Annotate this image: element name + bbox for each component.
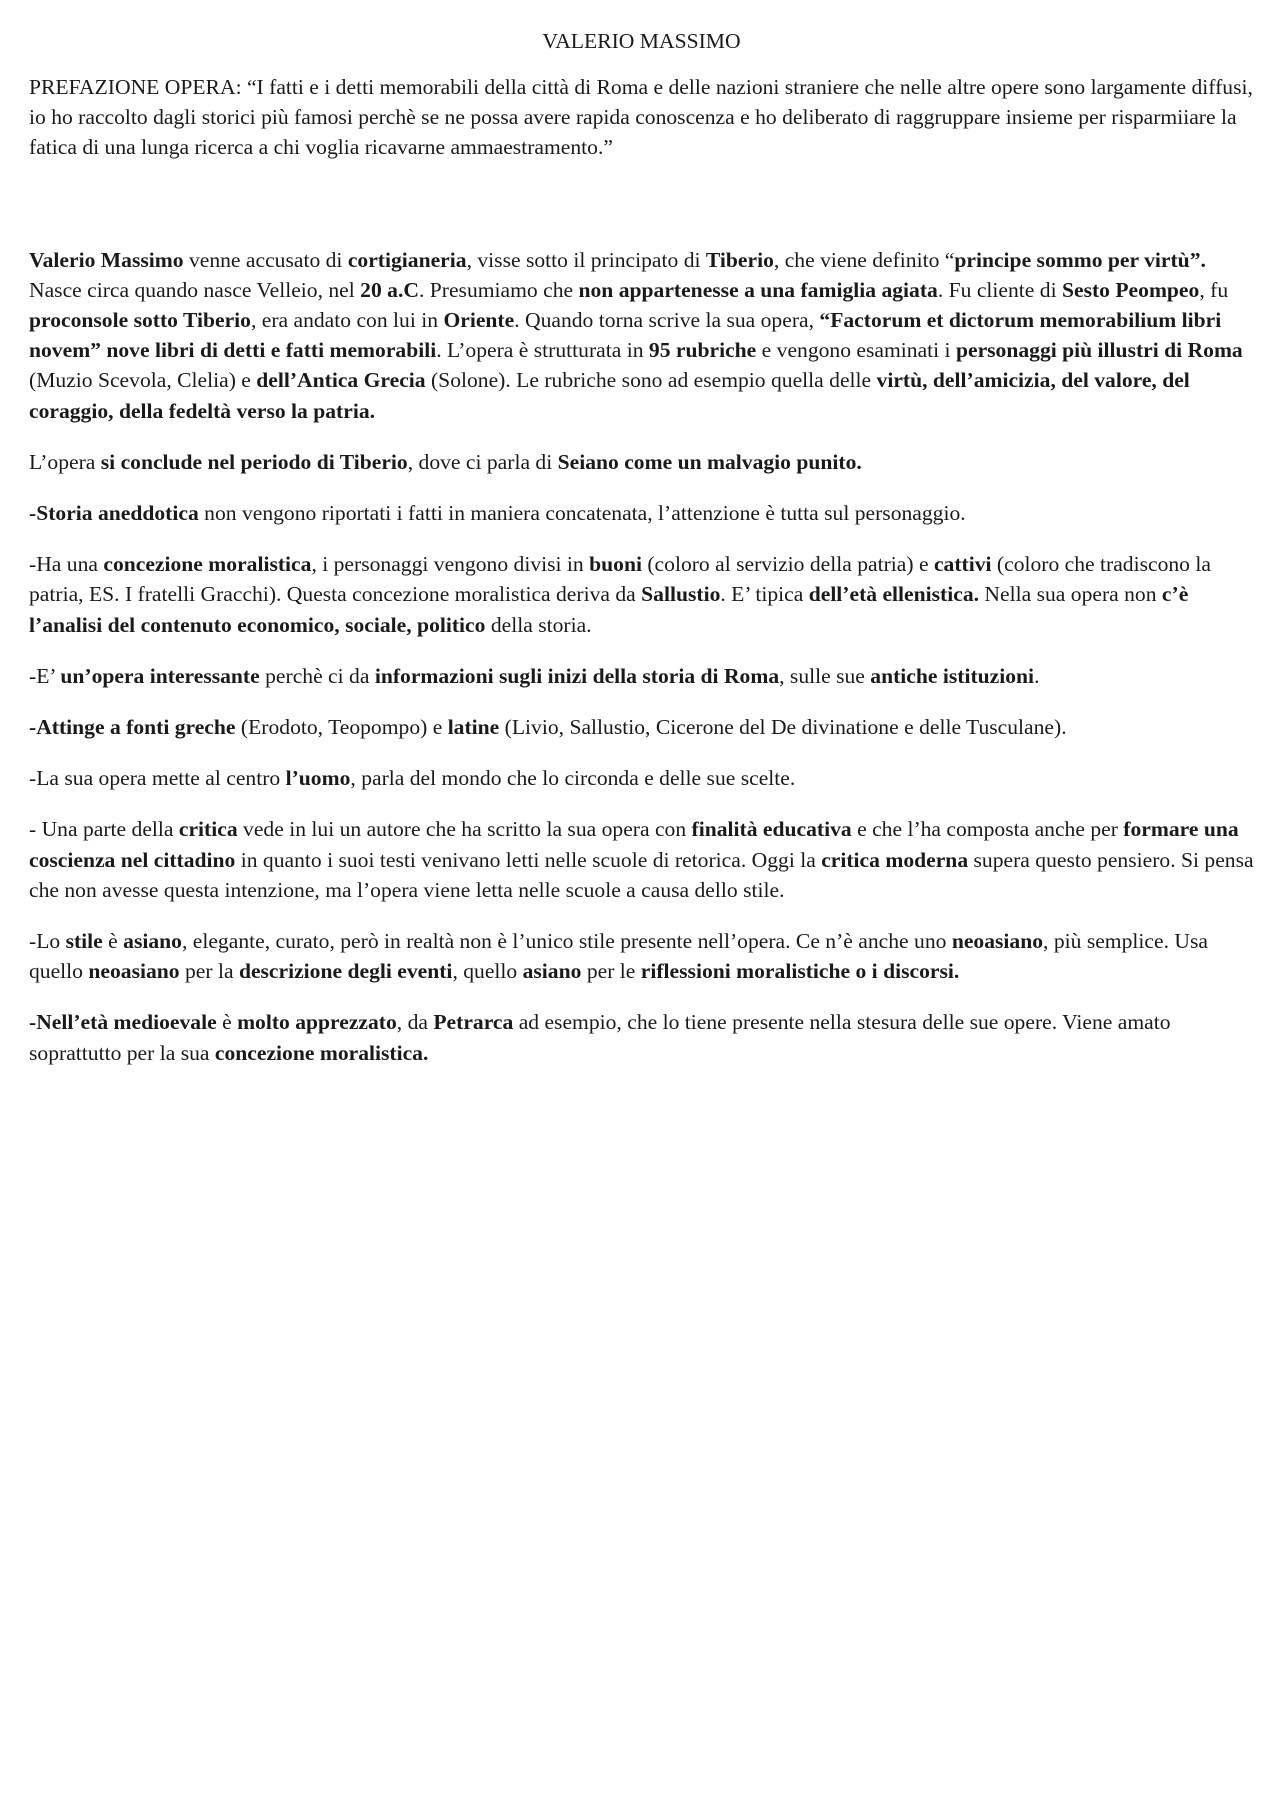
text-run: , sulle sue: [779, 663, 871, 688]
paragraph-concezione-moralistica: [29, 549, 1254, 640]
bold-text: proconsole sotto Tiberio: [29, 308, 251, 333]
text-run: . Presumiamo che: [418, 277, 579, 302]
text-run: , dove ci parla di: [407, 449, 558, 474]
paragraph-prefazione: [29, 72, 1254, 163]
text-run: L’opera: [29, 449, 101, 474]
text-run: Nasce circa quando nasce Velleio, nel: [29, 277, 361, 302]
bold-text: Petrarca: [433, 1010, 514, 1035]
bold-text: buoni: [589, 552, 642, 577]
paragraph-conclusione: [29, 447, 1254, 477]
text-run: (coloro al servizio della patria) e: [641, 552, 934, 577]
bold-text: Tiberio: [705, 247, 774, 272]
text-run: e vengono esaminati i: [756, 338, 956, 363]
bold-text: riflessioni moralistiche o i discorsi.: [640, 959, 960, 984]
bold-text: descrizione degli eventi: [238, 959, 453, 984]
bold-text: virtù, dell’amicizia, del valore, del coraggio, della fedeltà verso la patria.: [29, 368, 1190, 423]
paragraph-medioevo: [29, 1007, 1254, 1067]
text-run: (Muzio Scevola, Clelia) e: [29, 368, 257, 393]
bold-text: cattivi: [933, 552, 992, 577]
paragraph-biografia: [29, 245, 1254, 426]
paragraph-fonti: [29, 712, 1254, 742]
paragraph-opera-interessante: [29, 661, 1254, 691]
text-run: . Quando torna scrive la sua opera,: [514, 308, 820, 333]
bold-text: si conclude nel periodo di Tiberio: [100, 449, 408, 474]
text-run: (Solone). Le rubriche sono ad esempio quella delle: [425, 368, 877, 393]
bold-text: stile: [65, 929, 103, 954]
bold-text: -Nell’età medioevale: [29, 1010, 217, 1035]
bold-text: concezione moralistica: [103, 552, 312, 577]
text-run: (Erodoto, Teopompo) e: [235, 715, 448, 740]
bold-text: asiano: [522, 959, 582, 984]
bold-text: formare una coscienza nel cittadino: [29, 817, 1239, 872]
text-run: , visse sotto il principato di: [466, 247, 706, 272]
text-run: . Fu cliente di: [937, 277, 1062, 302]
text-run: , elegante, curato, però in realtà non è l’unico stile presente nell’opera. Ce n’è anche uno: [181, 929, 952, 954]
bold-text: finalità educativa: [691, 817, 852, 842]
text-run: -Ha una: [29, 552, 104, 577]
text-run: . E’ tipica: [720, 582, 809, 607]
text-run: supera questo pensiero. Si pensa che non avesse questa intenzione, ma l’opera viene letta nelle scuole a causa dello stile.: [29, 847, 1254, 902]
bold-text: 20 a.C: [360, 277, 419, 302]
bold-text: l’uomo: [285, 766, 351, 791]
text-run: , fu: [1199, 277, 1229, 302]
text-run: , era andato con lui in: [250, 308, 444, 333]
bold-text: principe sommo per virtù”.: [954, 247, 1206, 272]
text-run: non vengono riportati i fatti in maniera concatenata, l’attenzione è tutta sul personaggio.: [198, 501, 966, 526]
bold-text: Seiano come un malvagio punito.: [557, 449, 862, 474]
text-run: , più semplice. Usa quello: [29, 929, 1208, 984]
text-run: PREFAZIONE OPERA: [29, 75, 236, 99]
bold-text: Valerio Massimo: [29, 247, 184, 272]
bold-text: latine: [447, 715, 500, 740]
text-run: , che viene definito “: [773, 247, 955, 272]
text-run: : “I fatti e i detti memorabili della città di Roma e delle nazioni straniere che nelle altre opere sono largamente diffusi, io ho raccolto dagli storici più famosi perchè se ne possa avere rapida conoscenza e ho deliberato di raggruppare insieme per risparmiiare la fatica di una lunga ricerca a chi voglia ricavarne ammaestramento.”: [29, 75, 1253, 160]
text-run: (coloro che tradiscono la patria, ES. I fratelli Gracchi). Questa concezione moralistica deriva da: [29, 552, 1211, 607]
document-body: [29, 72, 1254, 1068]
text-run: vede in lui un autore che ha scritto la sua opera con: [237, 817, 692, 842]
paragraph-uomo: [29, 763, 1254, 793]
bold-text: un’opera interessante: [60, 663, 260, 688]
text-run: (Livio, Sallustio, Cicerone del De divinatione e delle Tusculane).: [499, 715, 1067, 740]
text-run: per la: [179, 959, 239, 984]
bold-text: Sesto Peompeo: [1061, 277, 1200, 302]
text-run: è: [102, 929, 124, 954]
text-run: -Lo: [29, 929, 66, 954]
bold-text: cortigianeria: [347, 247, 467, 272]
text-run: , parla del mondo che lo circonda e delle sue scelte.: [350, 766, 796, 791]
paragraph-storia-aneddotica: [29, 498, 1254, 528]
bold-text: critica moderna: [821, 847, 969, 872]
bold-text: concezione moralistica.: [214, 1040, 429, 1065]
bold-text: neoasiano: [951, 929, 1044, 954]
text-run: - Una parte della: [29, 817, 179, 842]
bold-text: “Factorum et dictorum memorabilium libri novem” nove libri di detti e fatti memorabili: [29, 308, 1222, 363]
page-title: VALERIO MASSIMO: [542, 29, 741, 53]
bold-text: neoasiano: [88, 959, 180, 984]
text-run: della storia.: [485, 612, 592, 637]
text-run: , da: [396, 1010, 434, 1035]
bold-text: antiche istituzioni: [870, 663, 1035, 688]
text-run: per le: [581, 959, 641, 984]
text-run: , i personaggi vengono divisi in: [311, 552, 590, 577]
text-run: ad esempio, che lo tiene presente nella stesura delle sue opere. Viene amato soprattutto per la sua: [29, 1010, 1171, 1065]
bold-text: non appartenesse a una famiglia agiata: [578, 277, 938, 302]
text-run: -E’: [29, 663, 61, 688]
text-run: . L’opera è strutturata in: [436, 338, 649, 363]
bold-text: Oriente: [443, 308, 515, 333]
paragraph-stile: [29, 926, 1254, 986]
text-run: in quanto i suoi testi venivano letti nelle scuole di retorica. Oggi la: [235, 847, 822, 872]
bold-text: -Attinge a fonti greche: [29, 715, 236, 740]
bold-text: dell’età ellenistica.: [808, 582, 980, 607]
bold-text: Sallustio: [641, 582, 721, 607]
bold-text: informazioni sugli inizi della storia di Roma: [374, 663, 780, 688]
paragraph-critica: [29, 814, 1254, 905]
text-run: venne accusato di: [183, 247, 348, 272]
bold-text: asiano: [123, 929, 182, 954]
bold-text: 95 rubriche: [648, 338, 757, 363]
text-run: perchè ci da: [259, 663, 375, 688]
bold-text: -Storia aneddotica: [29, 501, 199, 526]
bold-text: personaggi più illustri di Roma: [955, 338, 1243, 363]
text-run: e che l’ha composta anche per: [851, 817, 1124, 842]
text-run: è: [216, 1010, 238, 1035]
bold-text: molto apprezzato: [237, 1010, 397, 1035]
bold-text: c’è l’analisi del contenuto economico, sociale, politico: [29, 582, 1189, 637]
text-run: .: [1034, 663, 1040, 688]
text-run: Nella sua opera non: [979, 582, 1162, 607]
text-run: , quello: [452, 959, 523, 984]
text-run: -La sua opera mette al centro: [29, 766, 286, 791]
bold-text: critica: [178, 817, 238, 842]
document-page: [29, 26, 1254, 1089]
bold-text: dell’Antica Grecia: [256, 368, 426, 393]
